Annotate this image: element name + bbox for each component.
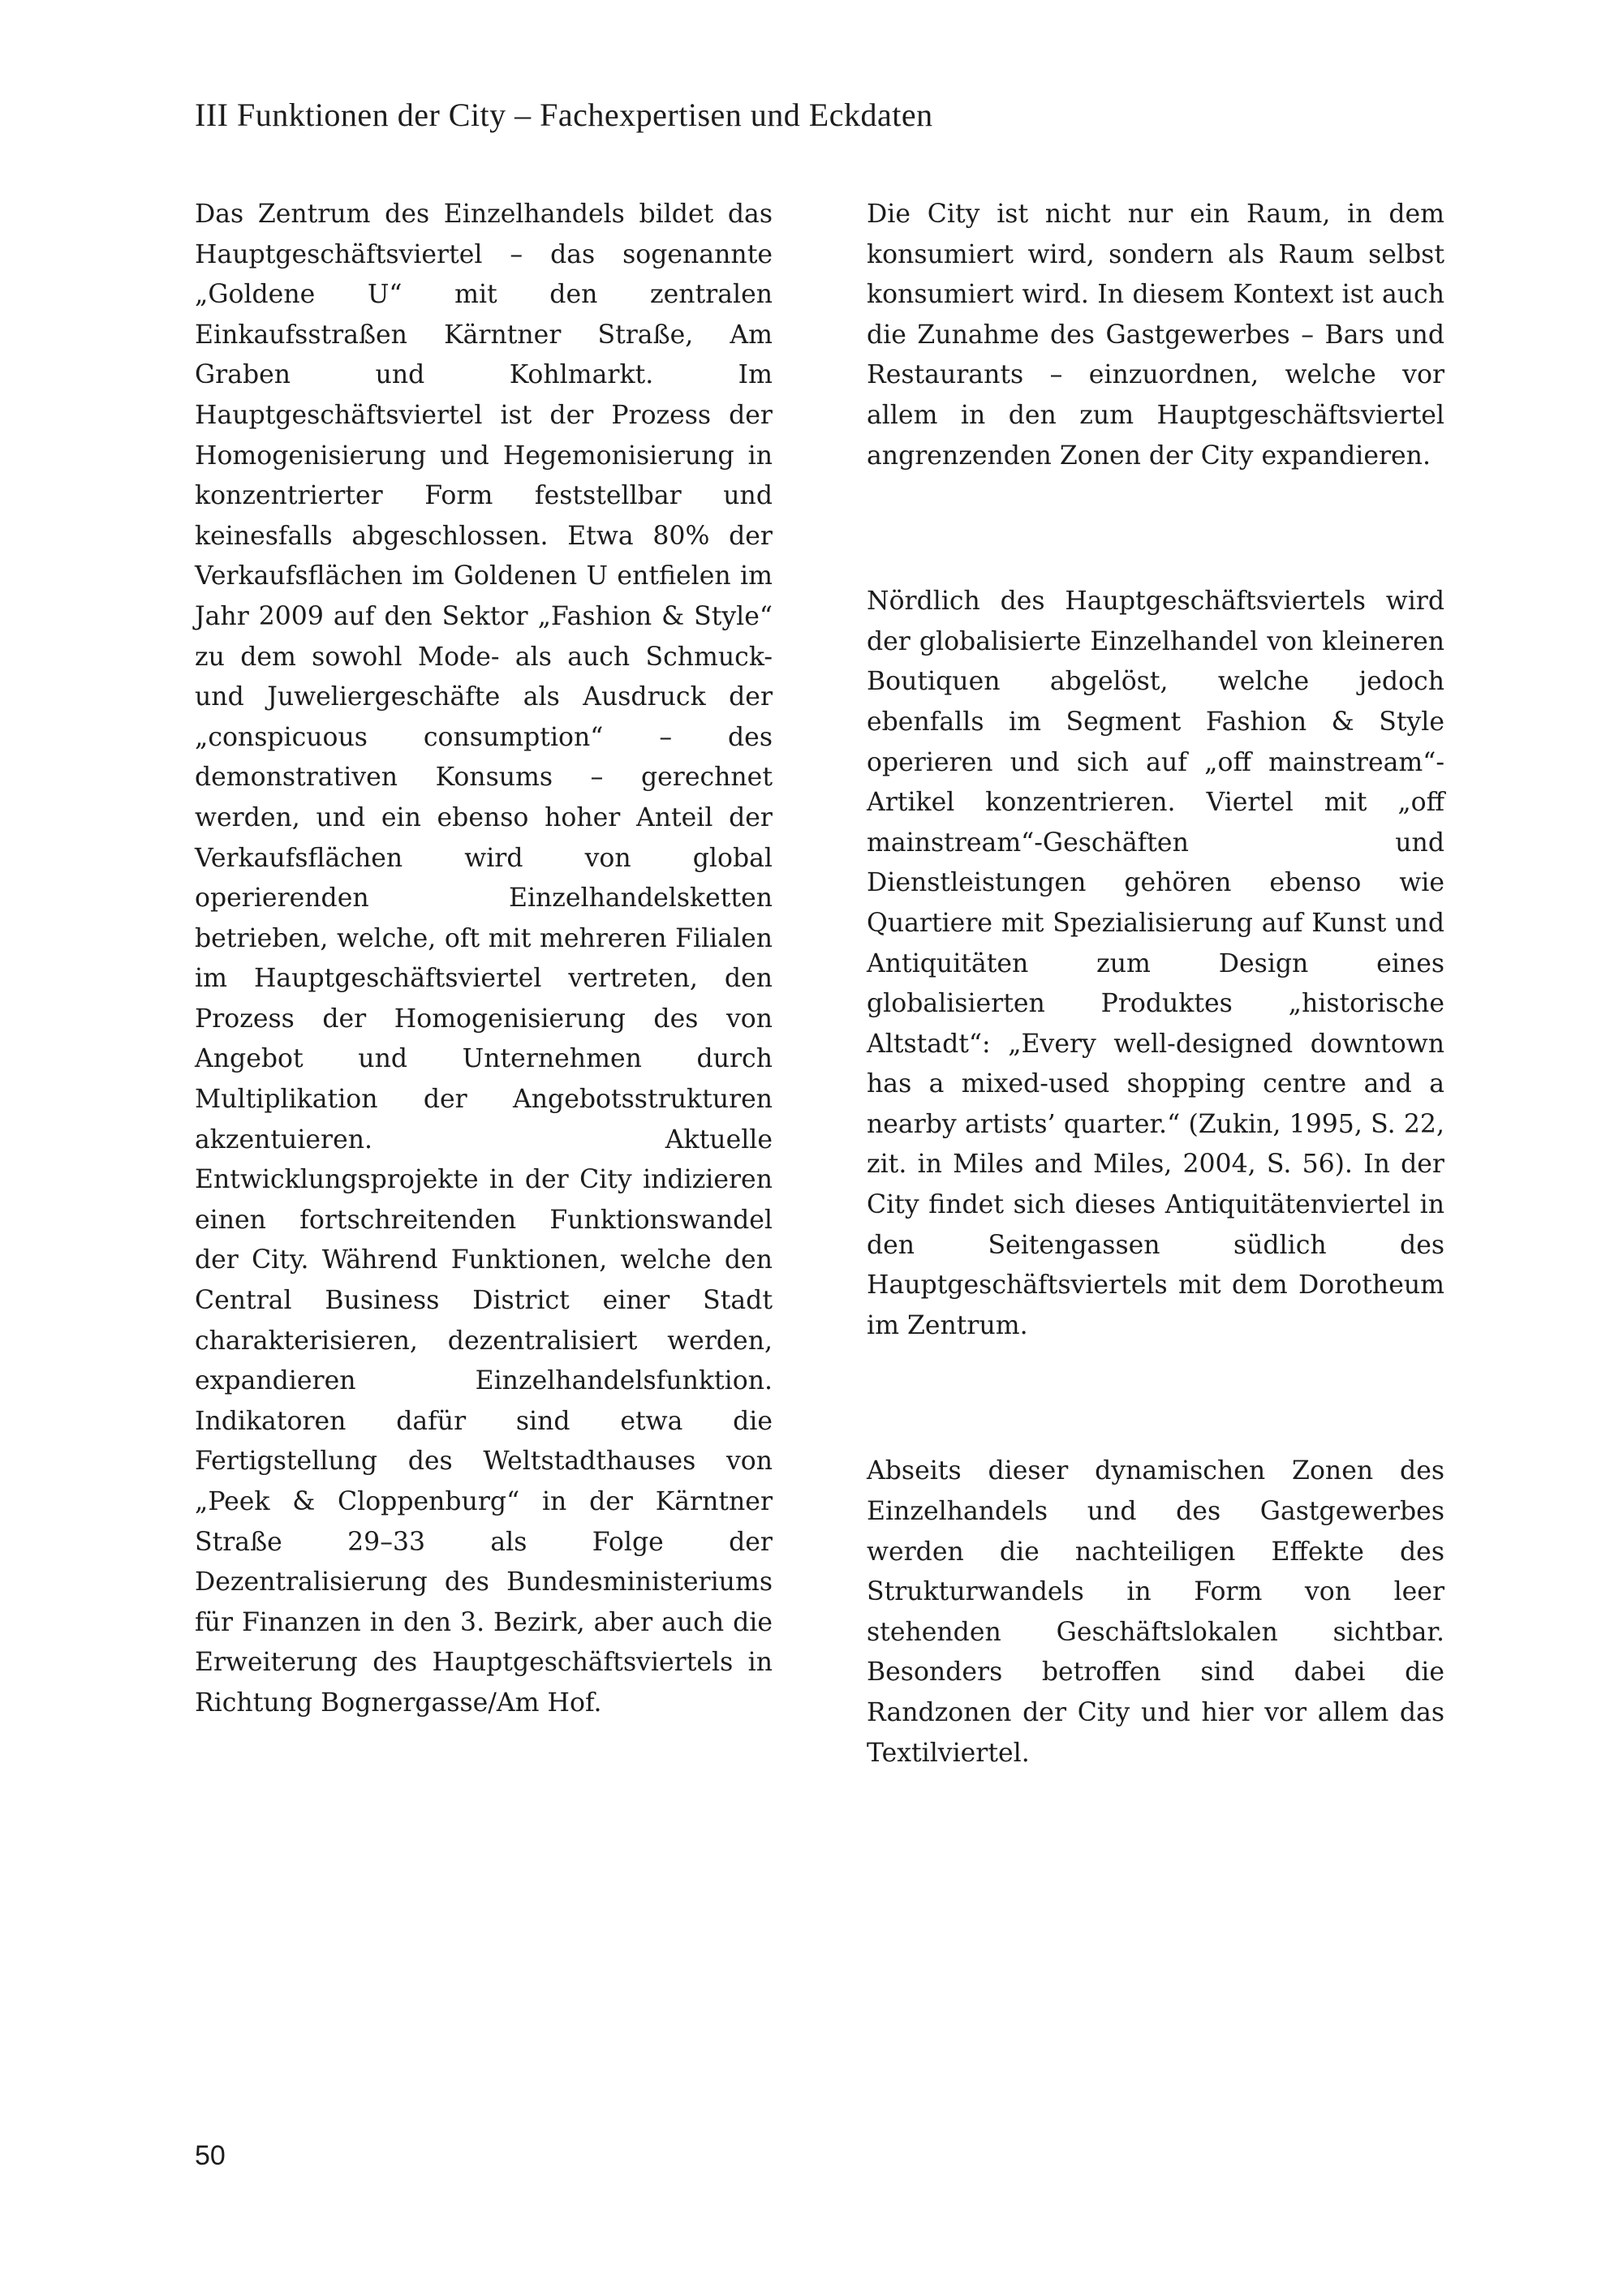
body-paragraph: Abseits dieser dynamischen Zonen des Einzelhandels und des Gastgewerbes werden die nachteiligen Effekte des Strukturwandels in Form von leer stehenden Geschäftslokalen sichtbar. Besonders betroffen sind dabei die Randzonen der City und hier vor allem das Textilviertel.: [867, 1456, 1444, 1768]
body-paragraph: Nördlich des Hauptgeschäftsviertels wird der globalisierte Einzelhandel von kleineren Boutiquen abgelöst, welche jedoch ebenfalls im Segment Fashion & Style operieren und sich auf „off mainstream“-Artikel konzentrieren. Viertel mit „off mainstream“-Geschäften und Dienstleistungen gehören ebenso wie Quartiere mit Spezialisierung auf Kunst und Antiquitäten zum Design eines globalisierten Produktes „historische Altstadt“: „Every well-designed downtown has a mixed-used shopping centre and a nearby artists’ quarter.“ (Zukin, 1995, S. 22, zit. in Miles and Miles, 2004, S. 56). In der City findet sich dieses Antiquitätenviertel in den Seitengassen südlich des Hauptgeschäftsviertels mit dem Dorotheum im Zentrum.: [867, 587, 1444, 1340]
left-column: [195, 195, 773, 1724]
page-number: 50: [195, 2140, 226, 2171]
running-header: III Funktionen der City – Fachexpertisen und Eckdaten: [195, 97, 933, 133]
body-paragraph: Das Zentrum des Einzelhandels bildet das Hauptgeschäftsviertel – das sogenannte „Goldene U“ mit den zentralen Einkaufsstraßen Kärntner Straße, Am Graben und Kohlmarkt. Im Hauptgeschäftsviertel ist der Prozess der Homogenisierung und Hegemonisierung in konzentrierter Form feststellbar und keinesfalls abgeschlossen. Etwa 80% der Verkaufsflächen im Goldenen U entfielen im Jahr 2009 auf den Sektor „Fashion & Style“ zu dem sowohl Mode- als auch Schmuck- und Juweliergeschäfte als Ausdruck der „conspicuous consumption“ – des demonstrativen Konsums – gerechnet werden, und ein ebenso hoher Anteil der Verkaufsflächen wird von global operierenden Einzelhandelsketten betrieben, welche, oft mit mehreren Filialen im Hauptgeschäftsviertel vertreten, den Prozess der Homogenisierung des von Angebot und Unternehmen durch Multiplikation der Angebotsstrukturen akzentuieren. Aktuelle Entwicklungsprojekte in der City indizieren einen fortschreitenden Funktionswandel der City. Während Funktionen, welche den Central Business District einer Stadt charakterisieren, dezentralisiert werden, expandieren Einzelhandelsfunktion. Indikatoren dafür sind etwa die Fertigstellung des Weltstadthauses von „Peek & Cloppenburg“ in der Kärntner Straße 29–33 als Folge der Dezentralisierung des Bundesministeriums für Finanzen in den 3. Bezirk, aber auch die Erweiterung des Hauptgeschäftsviertels in Richtung Bognergasse/Am Hof.: [195, 200, 773, 1718]
body-paragraph: Die City ist nicht nur ein Raum, in dem konsumiert wird, sondern als Raum selbst konsumiert wird. In diesem Kontext ist auch die Zunahme des Gastgewerbes – Bars und Restaurants – einzuordnen, welche vor allem in den zum Hauptgeschäftsviertel angrenzenden Zonen der City expandieren.: [867, 200, 1444, 471]
right-column: [867, 195, 1444, 1774]
